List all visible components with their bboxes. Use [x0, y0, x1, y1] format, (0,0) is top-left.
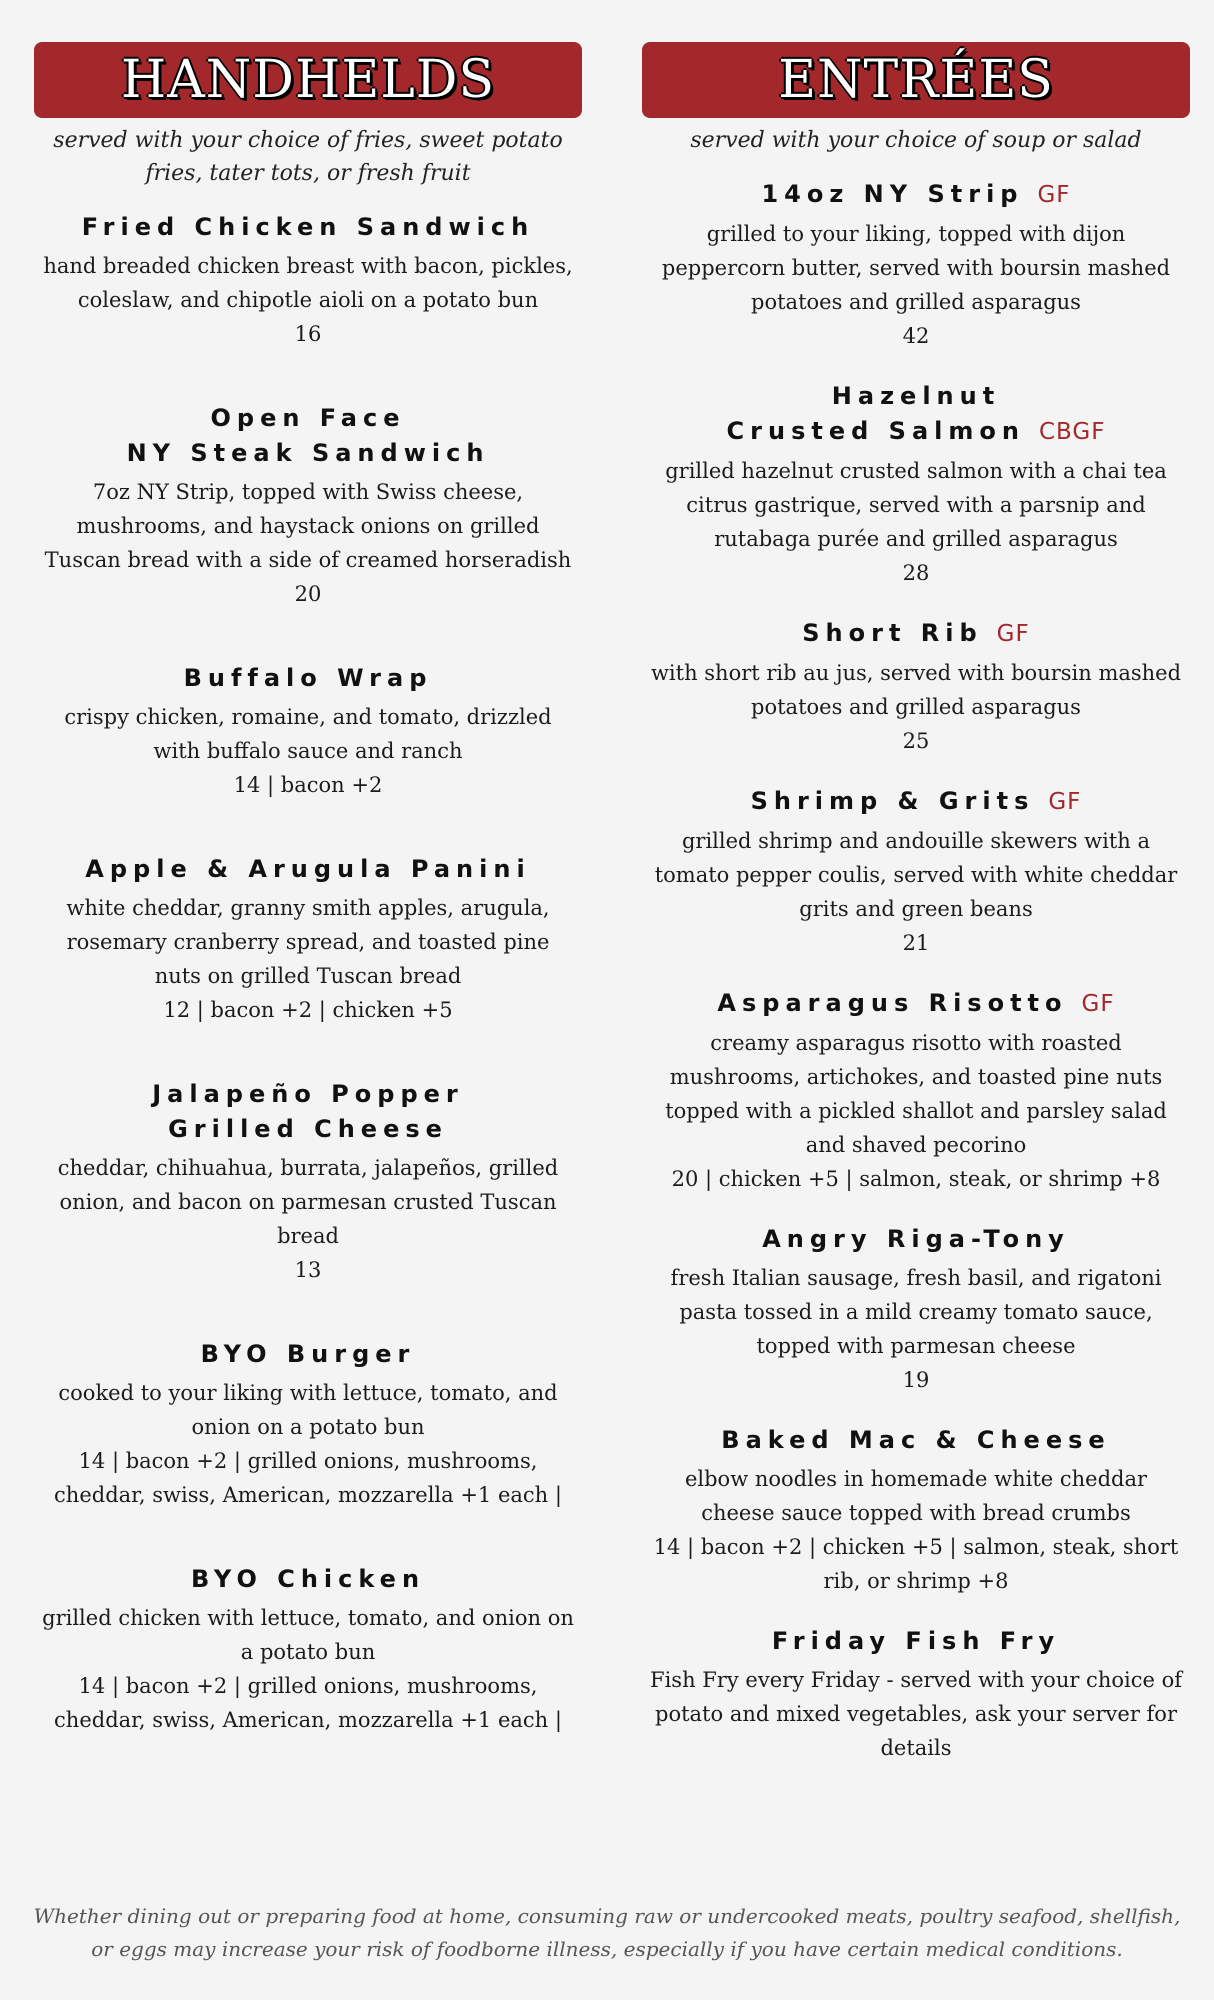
food-safety-disclaimer: Whether dining out or preparing food at home, consuming raw or undercooked meats, poultry seafood, shellfish, or eggs may increase your risk of foodborne illness, especially if you have certain medical conditions.: [33, 1904, 1181, 1961]
item-name: BYO Burger: [200, 1340, 416, 1368]
item-price: 14 | bacon +2 | chicken +5 | salmon, steak, short rib, or shrimp +8: [653, 1535, 1179, 1593]
entrees-note: served with your choice of soup or salad: [690, 128, 1142, 153]
item-name: Shrimp & Grits: [750, 787, 1035, 815]
item-description: elbow noodles in homemade white cheddar cheese sauce topped with bread crumbs: [684, 1467, 1148, 1525]
item-description: hand breaded chicken breast with bacon, pickles, coleslaw, and chipotle aioli on a potato bun: [43, 254, 573, 312]
item-description: crispy chicken, romaine, and tomato, drizzled with buffalo sauce and ranch: [64, 705, 552, 763]
item-price: 14 | bacon +2 | grilled onions, mushrooms, cheddar, swiss, American, mozzarella +1 each |: [54, 1674, 562, 1732]
item-price: 25: [902, 729, 930, 753]
item-name: Fried Chicken Sandwich: [81, 213, 535, 241]
item-name-line2: Crusted Salmon: [726, 417, 1025, 445]
menu-item: [34, 401, 582, 611]
item-description: cheddar, chihuahua, burrata, jalapeños, grilled onion, and bacon on parmesan crusted Tuscan bread: [57, 1156, 559, 1248]
item-description: white cheddar, granny smith apples, arugula, rosemary cranberry spread, and toasted pine nuts on grilled Tuscan bread: [66, 896, 550, 988]
item-price: 20 | chicken +5 | salmon, steak, or shrimp +8: [671, 1167, 1161, 1191]
item-price: 28: [902, 561, 930, 585]
item-description: fresh Italian sausage, fresh basil, and rigatoni pasta tossed in a mild creamy tomato sauce, topped with parmesan cheese: [670, 1266, 1162, 1358]
item-name: 14oz NY Strip: [761, 180, 1024, 208]
item-price: 12 | bacon +2 | chicken +5: [163, 998, 453, 1022]
item-price: 19: [902, 1368, 930, 1392]
item-description: grilled shrimp and andouille skewers with a tomato pepper coulis, served with white cheddar grits and green beans: [654, 829, 1178, 921]
item-price: 16: [294, 322, 322, 346]
item-name: Buffalo Wrap: [183, 664, 433, 692]
entrees-banner: ENTRÉES: [642, 42, 1190, 118]
item-price: 14 | bacon +2 | grilled onions, mushrooms, cheddar, swiss, American, mozzarella +1 each |: [54, 1449, 562, 1507]
item-description: cooked to your liking with lettuce, tomato, and onion on a potato bun: [58, 1381, 558, 1439]
menu-item: [34, 1562, 582, 1737]
handhelds-column: [34, 42, 582, 1737]
item-name-line1: Jalapeño Popper: [152, 1080, 464, 1108]
item-price: 13: [294, 1258, 322, 1282]
menu-item: [642, 1423, 1190, 1598]
menu-item: [34, 210, 582, 351]
item-price: 42: [902, 324, 930, 348]
item-name: Apple & Arugula Panini: [85, 855, 531, 883]
item-name-row: [642, 177, 1190, 213]
item-name-line2: NY Steak Sandwich: [126, 439, 490, 467]
item-name: Angry Riga-Tony: [762, 1225, 1070, 1253]
menu-item: [642, 784, 1190, 960]
item-description: with short rib au jus, served with boursin mashed potatoes and grilled asparagus: [650, 661, 1182, 719]
item-description: creamy asparagus risotto with roasted mushrooms, artichokes, and toasted pine nuts topped with a pickled shallot and parsley salad and shaved pecorino: [665, 1031, 1167, 1157]
item-name: BYO Chicken: [190, 1565, 426, 1593]
gf-tag: GF: [996, 621, 1030, 647]
item-description: Fish Fry every Friday - served with your choice of potato and mixed vegetables, ask your server for details: [650, 1668, 1182, 1760]
item-description: grilled hazelnut crusted salmon with a chai tea citrus gastrique, served with a parsnip and rutabaga purée and grilled asparagus: [665, 459, 1167, 551]
item-description: grilled to your liking, topped with dijon peppercorn butter, served with boursin mashed potatoes and grilled asparagus: [661, 222, 1171, 314]
gf-tag: GF: [1037, 182, 1071, 208]
item-name-row: [642, 616, 1190, 652]
item-name: Short Rib: [802, 619, 983, 647]
item-name-row: [642, 414, 1190, 450]
menu-item: [642, 379, 1190, 590]
menu-item: [642, 1624, 1190, 1765]
menu-item: [34, 1337, 582, 1512]
menu-item: [642, 177, 1190, 353]
item-name-line1: Hazelnut: [831, 382, 1001, 410]
menu-item: [34, 852, 582, 1027]
item-name-row: [642, 986, 1190, 1022]
menu-item: [642, 986, 1190, 1196]
menu-item: [34, 1077, 582, 1287]
menu-item: [642, 1222, 1190, 1397]
item-name: Asparagus Risotto: [717, 989, 1068, 1017]
gf-tag: GF: [1081, 991, 1115, 1017]
item-price: 21: [902, 931, 930, 955]
item-name-row: [642, 784, 1190, 820]
item-name: Friday Fish Fry: [771, 1627, 1061, 1655]
item-price: 20: [294, 582, 322, 606]
entrees-column: [642, 42, 1190, 1765]
item-name-line2: Grilled Cheese: [168, 1115, 448, 1143]
handhelds-note: served with your choice of fries, sweet potato fries, tater tots, or fresh fruit: [53, 128, 563, 186]
gf-tag: GF: [1048, 789, 1082, 815]
cbgf-tag: CBGF: [1038, 419, 1106, 445]
item-description: grilled chicken with lettuce, tomato, and onion on a potato bun: [42, 1606, 574, 1664]
item-price: 14 | bacon +2: [233, 773, 383, 797]
handhelds-banner: HANDHELDS: [34, 42, 582, 118]
item-description: 7oz NY Strip, topped with Swiss cheese, mushrooms, and haystack onions on grilled Tuscan bread with a side of creamed horseradish: [44, 480, 572, 572]
item-name: Baked Mac & Cheese: [721, 1426, 1111, 1454]
menu-item: [34, 661, 582, 802]
item-name-line1: Open Face: [210, 404, 406, 432]
menu-item: [642, 616, 1190, 758]
